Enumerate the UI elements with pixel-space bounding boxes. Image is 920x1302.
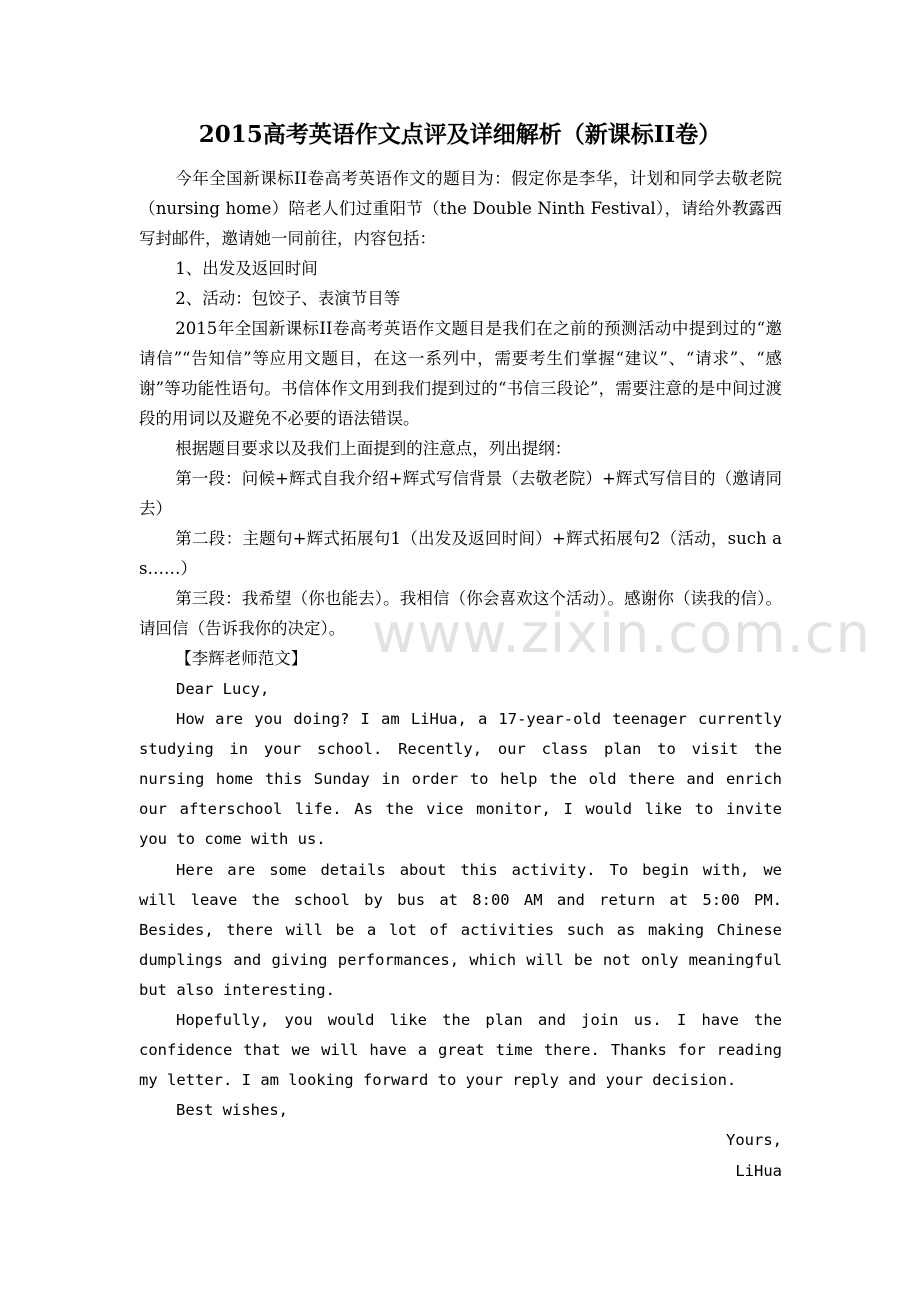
analysis-paragraph: 2015年全国新课标II卷高考英语作文题目是我们在之前的预测活动中提到过的“邀请信”“告知信”等应用文题目，在这一系列中，需要考生们掌握“建议”、“请求”、“感谢”等功能性语句。书信体作文用到我们提到过的“书信三段论”，需要注意的是中间过渡段的用词以及避免不必要的语法错误。 (139, 319, 782, 428)
watermark-text: www.zixin.com.cn (372, 602, 871, 665)
intro-paragraph: 今年全国新课标II卷高考英语作文的题目为：假定你是李华，计划和同学去敬老院（nursing home）陪老人们过重阳节（the Double Ninth Festival），请给外教露西写封邮件，邀请她一同前往，内容包括： (139, 169, 782, 248)
letter-signature: LiHua (735, 1161, 782, 1180)
letter-greeting: Dear Lucy, (176, 680, 270, 698)
outline-intro: 根据题目要求以及我们上面提到的注意点，列出提纲： (175, 439, 572, 458)
outline-paragraph-2: 第二段：主题句+辉式拓展句1（出发及返回时间）+辉式拓展句2（活动，such as……） (139, 529, 782, 578)
outline-paragraph-3: 第三段：我希望（你也能去）。我相信（你会喜欢这个活动）。感谢你（读我的信）。请回信（告诉我你的决定）。 (139, 589, 782, 638)
letter-sign-off: Yours, (726, 1131, 782, 1150)
requirement-point-2: 2、活动：包饺子、表演节目等 (175, 289, 401, 308)
document-body (139, 164, 782, 1186)
document-title: 2015高考英语作文点评及详细解析（新课标II卷） (198, 121, 722, 148)
letter-paragraph-2: Here are some details about this activity. To begin with, we will leave the school by bus at 8:00 AM and return at 5:00 PM. Besides, there will be a lot of activities such as making Chinese dumplings and giving performances, which will be not only meaningful but also interesting. (139, 860, 782, 999)
outline-paragraph-1: 第一段：问候+辉式自我介绍+辉式写信背景（去敬老院）+辉式写信目的（邀请同去） (139, 469, 782, 518)
letter-paragraph-3: Hopefully, you would like the plan and join us. I have the confidence that we will have a great time there. Thanks for reading my letter. I am looking forward to your reply and your decision. (139, 1011, 782, 1090)
requirement-point-1: 1、出发及返回时间 (175, 259, 318, 278)
sample-essay-heading: 【李辉老师范文】 (175, 649, 308, 668)
letter-paragraph-1: How are you doing? I am LiHua, a 17-year-old teenager currently studying in your school. Recently, our class plan to visit the nursing home this Sunday in order to help the old there and enrich our afterschool life. As the vice monitor, I would like to invite you to come with us. (139, 710, 782, 849)
letter-closing: Best wishes, (176, 1101, 288, 1120)
